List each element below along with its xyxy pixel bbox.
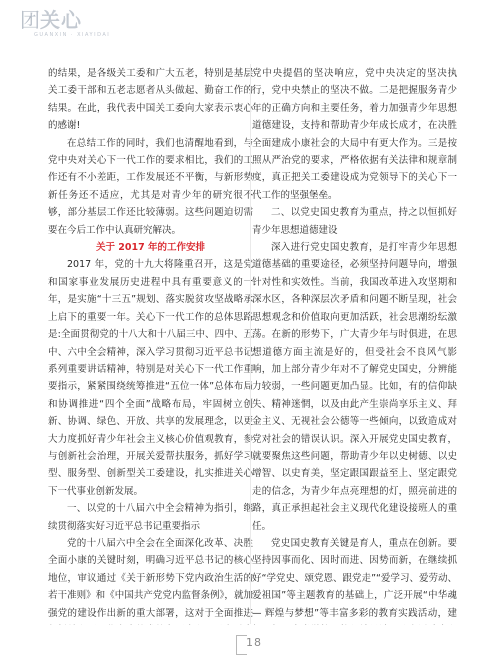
masthead-title bbox=[20, 8, 82, 32]
masthead-prefix: 团 bbox=[20, 8, 40, 32]
page-footer bbox=[236, 633, 276, 657]
masthead-logo bbox=[20, 8, 111, 48]
page-number: 18 bbox=[246, 636, 262, 649]
body-paragraph: 党史国史教育关键是育人，重点在创新。要坚持因事而化、因时而进、因势而新，在继续抓好“学党史、颂党恩、跟党走”“爱学习、爱劳动、爱祖国”等主题教育的基础上，广泛开展“中华魂 — 辉煌与梦想”等丰富多彩的教育实践活动，建 bbox=[252, 537, 457, 619]
left-column bbox=[48, 65, 253, 625]
body-paragraph: 在总结工作的同时，我们也清醒地看到，与党中央对关心下一代工作的要求相比，我们的工作还有不小差距，工作发展还不平衡，与新形势新任务还不适应，尤其是对青少年的研究很不够，部分基层工作还比较薄弱。这些问题迫切需要在今后工作中认真研究解决。 bbox=[48, 137, 253, 236]
subsection-heading: 一、以党的十八届六中全会精神为指引，继续贯彻落实好习近平总书记重要指示 bbox=[48, 503, 253, 532]
body-paragraph: 深入进行党史国史教育，是打牢青少年思想道德基础的重要途径，必须坚持问题导向，增强针对性和实效性。当前，我国改革进入攻坚期和深水区，各种深层次矛盾和问题不断呈现，社会思想观念和价值取向更加活跃，社会思潮纷纭激荡。在新的形势下，广大青少年与时俱进，在思想道德方面主流是好的，但受社会不良风气影响，加上部分青少年对不了解党史国史，分辨能力较弱，一些问题更加凸显。比如，有的信仰缺失、精神迷惘，以及由此产生崇尚享乐主义、拜金主义、无视社会公德等一些倾向，以致造成对党对社会的错误认识。深入开展党史国史教育，就要聚焦这些问题，帮助青少年以史树德、以史增智、以史育美，坚定跟国跟益至上、坚定跟党走的信念，为青少年点亮理想的灯，照亮前进的路，真正承担起社会主义现代化建设接班人的重任。 bbox=[252, 242, 457, 532]
body-paragraph: 党中央提倡的坚决响应，党中央决定的坚决执行，党中央禁止的坚决不做。二是把握服务青少年的正确方向和主要任务，着力加强青少年思想道德建设，支持和帮助青少年成长成才，在决胜全面建成小康社会的大局中有更大作为。三是按照从严治党的要求，严格依据有关法律和规章制度，真正把关工委建设成为党领导下的关心下一代工作的坚强堡垒。 bbox=[252, 68, 457, 201]
subsection-heading: 二、以党史国史教育为重点，持之以恒抓好青少年思想道德建设 bbox=[252, 207, 457, 236]
masthead-pinyin: GUANXIN · XIAYIDAI bbox=[34, 32, 111, 38]
masthead-brand: 关心 bbox=[40, 8, 82, 32]
body-paragraph: 党的十八届六中全会在全面深化改革、决胜全面小康的关键时刻，明确习近平总书记的核心地位，审议通过《关于新形势下党内政治生活的若干准则》和《中国共产党党内监督条例》，就加强党的建设作出新的重大部署，这对于全面推进 bbox=[48, 537, 253, 619]
column-divider bbox=[250, 64, 251, 624]
section-heading: 关于 2017 年的工作安排 bbox=[95, 242, 206, 254]
body-paragraph: 2017 年，党的十九大将隆重召开，这是党和国家事业发展历史进程中具有重要意义的一年，是实施“十三五”规划、落实脱贫攻坚战略承上启下的重要一年。关心下一代工作的总体思路是:全面贯彻党的十八大和十八届三中、四中、五中、六中全会精神，深入学习贯彻习近平总书记系列重要讲话精神，特别是对关心下一代工作重要指示，紧紧围绕统筹推进“五位一体”总体布局和协调推进“四个全面”战略布局，牢固树立创新、协调、绿色、开放、共享的发展理念，以更大力度抓好青少年社会主义核心价值观教育，参与创新社会治理，开展关爱帮扶服务，抓好学习型、服务型、创新型关工委建设，扎实推进关心下一代事业创新发展。 bbox=[48, 259, 253, 497]
body-paragraph: 的结果，是各级关工委和广大五老，特别是基层关工委干部和五老志愿者从头做起、勤奋工作的结果。在此，我代表中国关工委向大家表示衷心的感谢! bbox=[48, 68, 253, 132]
right-column bbox=[252, 65, 457, 625]
